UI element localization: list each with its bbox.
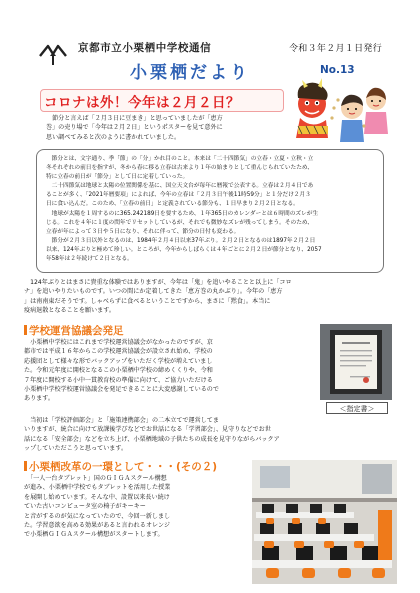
intro-paragraph: [46, 114, 281, 142]
headline: コロナは外！今年は２月２日？: [44, 95, 240, 111]
section-heading-text: 小栗栖改革の一環として・・・(その２): [29, 461, 218, 473]
heading-bar: [24, 325, 27, 335]
box-line: 立春が年によって３日や５日になり、それに伴って、節分の日付も変わる。: [46, 228, 240, 235]
box-line: 二十四節気は地球と太陽の位置関係を基に、国立天文台が毎年に暦報で公表する。立春は２月４日であ: [46, 183, 314, 190]
council-line: ７年度に開校する小中一貫教育校の準備に向けて、ご協力いただける: [24, 376, 213, 384]
council-line: あります。: [24, 395, 54, 403]
reform-line: た。学習意欲を高める効果があると言われるオレンジ: [24, 522, 170, 530]
section-heading-reform: [24, 459, 217, 474]
box-line: 特に立春の前日が「節分」として日に定着していった。: [46, 174, 189, 181]
comment-line: 疫病退散となることを願います。: [24, 307, 115, 315]
school-name: 京都市立小栗栖中学校通信: [78, 42, 212, 54]
reform-line: が進み、小栗栖中学校でもタブレットを活用した授業: [24, 484, 171, 492]
reform-line: ていた古いコンピュータ室の椅子がキーキー: [24, 503, 146, 511]
setsubun-explanation-box: [36, 149, 384, 273]
issue-number: No.13: [320, 64, 355, 76]
box-line: 節分が２月３日以外となるのは、1984年２月４日以来37年ぶり。２月２日となるのは1897年２月２日: [46, 237, 316, 244]
intro-line: 巻」の売り場で「今年は２月２日」というポスターを見て意外に: [46, 124, 223, 132]
reform-line: と音がするのが気になっていたので、今回一新しまし: [24, 512, 171, 520]
council-line: 当初は「学校評価部会」と「施策連携部会」の二本立てで運営してま: [24, 417, 219, 424]
council-line: 小栗栖中学校にはこれまで学校運営協議会がなかったのですが、京: [24, 339, 213, 346]
oni-illustration: [286, 78, 390, 150]
section-heading-council: [24, 323, 124, 338]
section-heading-text: 学校運営協議会発足: [29, 325, 124, 337]
certificate-image: [320, 324, 392, 400]
intro-line: 節分と言えば「２月３日に豆まき」と思っていましたが「恵方: [46, 115, 223, 122]
setsubun-comment: [24, 278, 394, 316]
box-line: 年58年は２年続けて２日となる。: [46, 256, 133, 263]
issue-date: 令和３年２月１日発行: [289, 44, 383, 54]
heading-bar: [24, 461, 27, 471]
council-line: いりますが、統合に向けて放課後学びなどでお世話になる「学習部会」、見守りなどでお世: [24, 426, 271, 434]
school-crest-icon: [36, 36, 70, 70]
box-line: 以来、124年ぶりと極めて珍しい。ところが、今年からしばらくは４年ごとに２月２日が節分となり、2057: [46, 246, 322, 253]
newsletter-title: 小栗栖だより: [130, 63, 250, 83]
council-line: 小栗栖中学校学校運営協議会を発足できることに大変感謝しているので: [24, 386, 219, 394]
council-paragraph-2: [24, 416, 394, 454]
reform-line: 「一人一台タブレット」国のＧＩＧＡスクール構想: [24, 475, 167, 482]
reform-line: を展開し始めています。そんな中、設置以来長い続け: [24, 493, 170, 501]
computer-room-photo: [252, 460, 397, 584]
computer-room-image: [252, 460, 397, 584]
box-line: ることが多く、「2021年暦要項」によれば、今年の立春は「２月３日午後11時59分」と１分だけ２月３: [46, 192, 311, 199]
box-line: じる。これを４年に１度の閏年でリセットしているが、それでも微妙なズレが残ってしまう。そのため、: [46, 219, 314, 226]
intro-line: 思い調べてみると次のように書かれていました。: [46, 133, 181, 141]
council-line: 話になる「安全部会」などを立ち上げ、小栗栖地域の子供たちの成長を見守りながらバックア: [24, 435, 280, 443]
comment-line: ナ」を追いやりたいものです。いつの間にか定着してきた「恵方巻の丸かぶり」。今年の「恵方: [24, 288, 283, 296]
comment-line: 」は南南東だそうです。しゃべらずに食べるということですから、まさに「黙食」。本当に: [24, 297, 271, 305]
box-line: 冬それぞれの前日を指すが、冬から春に移る立春は古来より１年の始まりとして重んじられていたため、: [46, 165, 314, 172]
council-line: 都市では平成１６年からこの学校運営協議会が設立され始め、学校の: [24, 348, 213, 356]
reform-paragraph: [24, 474, 249, 540]
council-line: ップしていただこうと思っています。: [24, 445, 128, 453]
box-line: 節分とは、文字通り、季「節」の「分」かれ目のこと。本来は「二十四節気」の立春・立夏・立秋・立: [46, 156, 314, 162]
box-line: 地球が太陽を１周するのに365.242189日を要するため、１年365日のカレンダーとは６時間のズレが生: [46, 210, 319, 217]
designation-certificate-photo: [320, 324, 392, 400]
comment-line: 124年ぶりとはまさに貴重な体験ではありますが、今年は「鬼」を追いやることと以上に「コロ: [24, 279, 292, 286]
box-line: 日に食い込んだ。このため、「立春の前日」と定義されている節分も、１日早まり２月２日となる。: [46, 201, 299, 208]
council-paragraph: [24, 338, 319, 404]
certificate-caption: ＜指定書＞: [326, 402, 388, 414]
council-line: た。令和元年度に開校となるこの小栗栖中学校の締めくくりや、令和: [24, 367, 213, 375]
council-line: 応援団として様々な形でバックアップをいただく学校が増えていまし: [24, 357, 213, 365]
reform-line: で小栗栖ＧＩＧＡスクール構想がスタートします。: [24, 531, 164, 539]
